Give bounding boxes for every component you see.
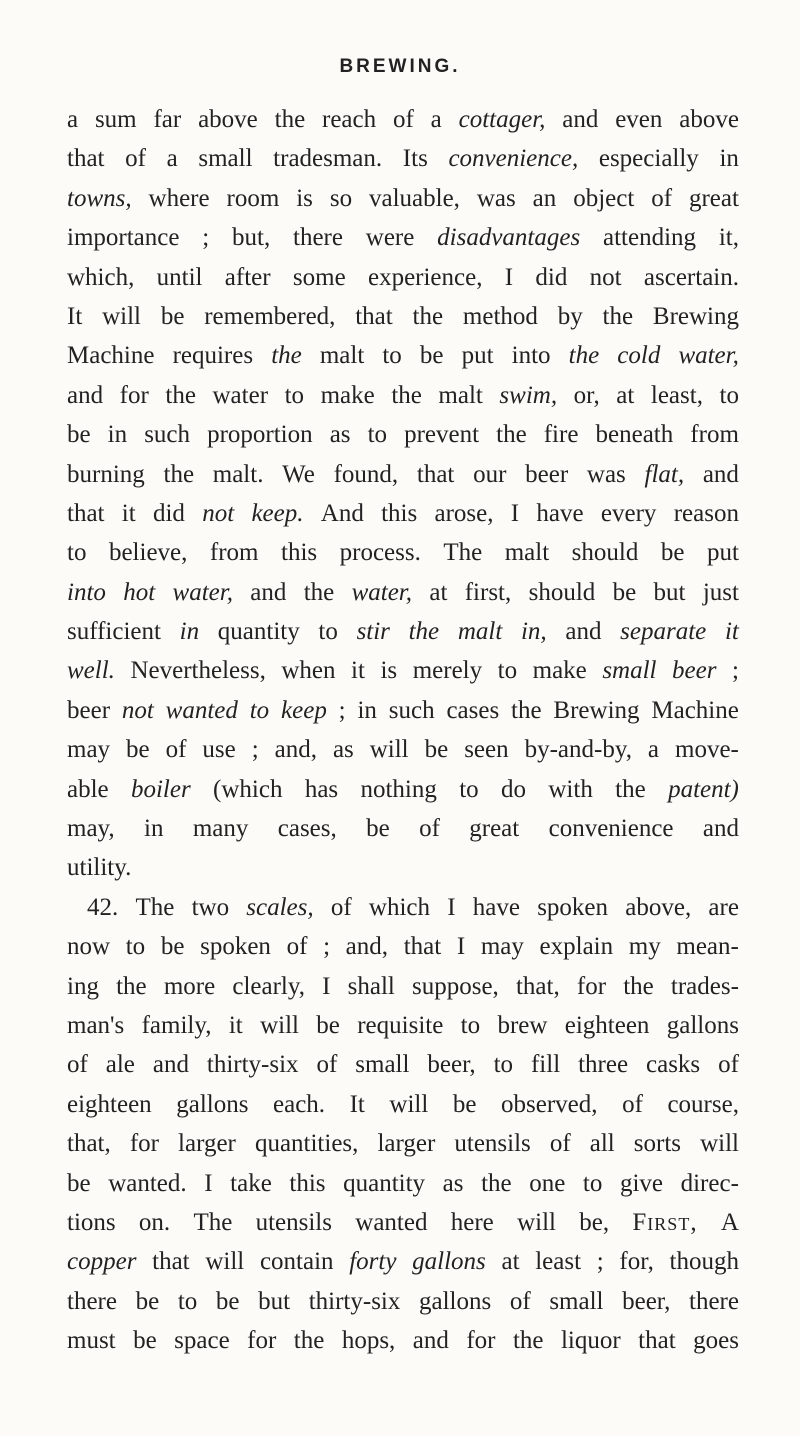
text-line: 42. The two scales, of which I have spoken above, are xyxy=(87,893,739,921)
text-line: of ale and thirty-six of small beer, to fill three casks of xyxy=(67,1051,739,1079)
text-line: that of a small tradesman. Its convenience, especially in xyxy=(67,145,739,173)
text-line: towns, where room is so valuable, was an object of great xyxy=(67,184,739,212)
text-line: tions on. The utensils wanted here will be, First, A xyxy=(67,1208,739,1236)
text-line: ing the more clearly, I shall suppose, that, for the trades- xyxy=(67,972,739,1000)
text-line: may, in many cases, be of great convenience and xyxy=(67,815,739,843)
text-line: importance ; but, there were disadvantages attending it, xyxy=(67,224,739,252)
text-line: be in such proportion as to prevent the fire beneath from xyxy=(67,421,739,449)
text-line: be wanted. I take this quantity as the one to give direc- xyxy=(67,1169,739,1197)
text-line: may be of use ; and, as will be seen by-and-by, a move- xyxy=(67,736,739,764)
text-line: sufficient in quantity to stir the malt in, and separate it xyxy=(67,618,739,646)
body-text xyxy=(67,100,739,1361)
text-line: utility. xyxy=(67,854,132,882)
text-line: man's family, it will be requisite to brew eighteen gallons xyxy=(67,1011,739,1039)
text-line: well. Nevertheless, when it is merely to make small beer ; xyxy=(67,657,739,685)
text-line: able boiler (which has nothing to do with the patent) xyxy=(67,775,739,803)
running-title: BREWING. xyxy=(339,56,461,77)
text-line: and for the water to make the malt swim, or, at least, to xyxy=(67,381,739,409)
text-line: to believe, from this process. The malt should be put xyxy=(67,539,739,567)
text-line: eighteen gallons each. It will be observed, of course, xyxy=(67,1090,739,1118)
text-line: there be to be but thirty-six gallons of small beer, there xyxy=(67,1287,739,1315)
text-line: copper that will contain forty gallons at least ; for, though xyxy=(67,1248,739,1276)
text-line: beer not wanted to keep ; in such cases the Brewing Machine xyxy=(67,696,739,724)
text-line: a sum far above the reach of a cottager, and even above xyxy=(67,106,739,133)
text-line: that it did not keep. And this arose, I have every reason xyxy=(67,499,739,527)
text-line: that, for larger quantities, larger utensils of all sorts will xyxy=(67,1130,739,1158)
text-line: burning the malt. We found, that our beer was flat, and xyxy=(67,460,739,488)
text-line: which, until after some experience, I did not ascertain. xyxy=(67,263,739,291)
text-line: must be space for the hops, and for the liquor that goes xyxy=(67,1327,739,1355)
text-line: Machine requires the malt to be put into the cold water, xyxy=(67,342,739,370)
text-line: It will be remembered, that the method by the Brewing xyxy=(67,302,739,330)
text-line: into hot water, and the water, at first, should be but just xyxy=(67,578,739,606)
text-line: now to be spoken of ; and, that I may explain my mean- xyxy=(67,933,739,961)
